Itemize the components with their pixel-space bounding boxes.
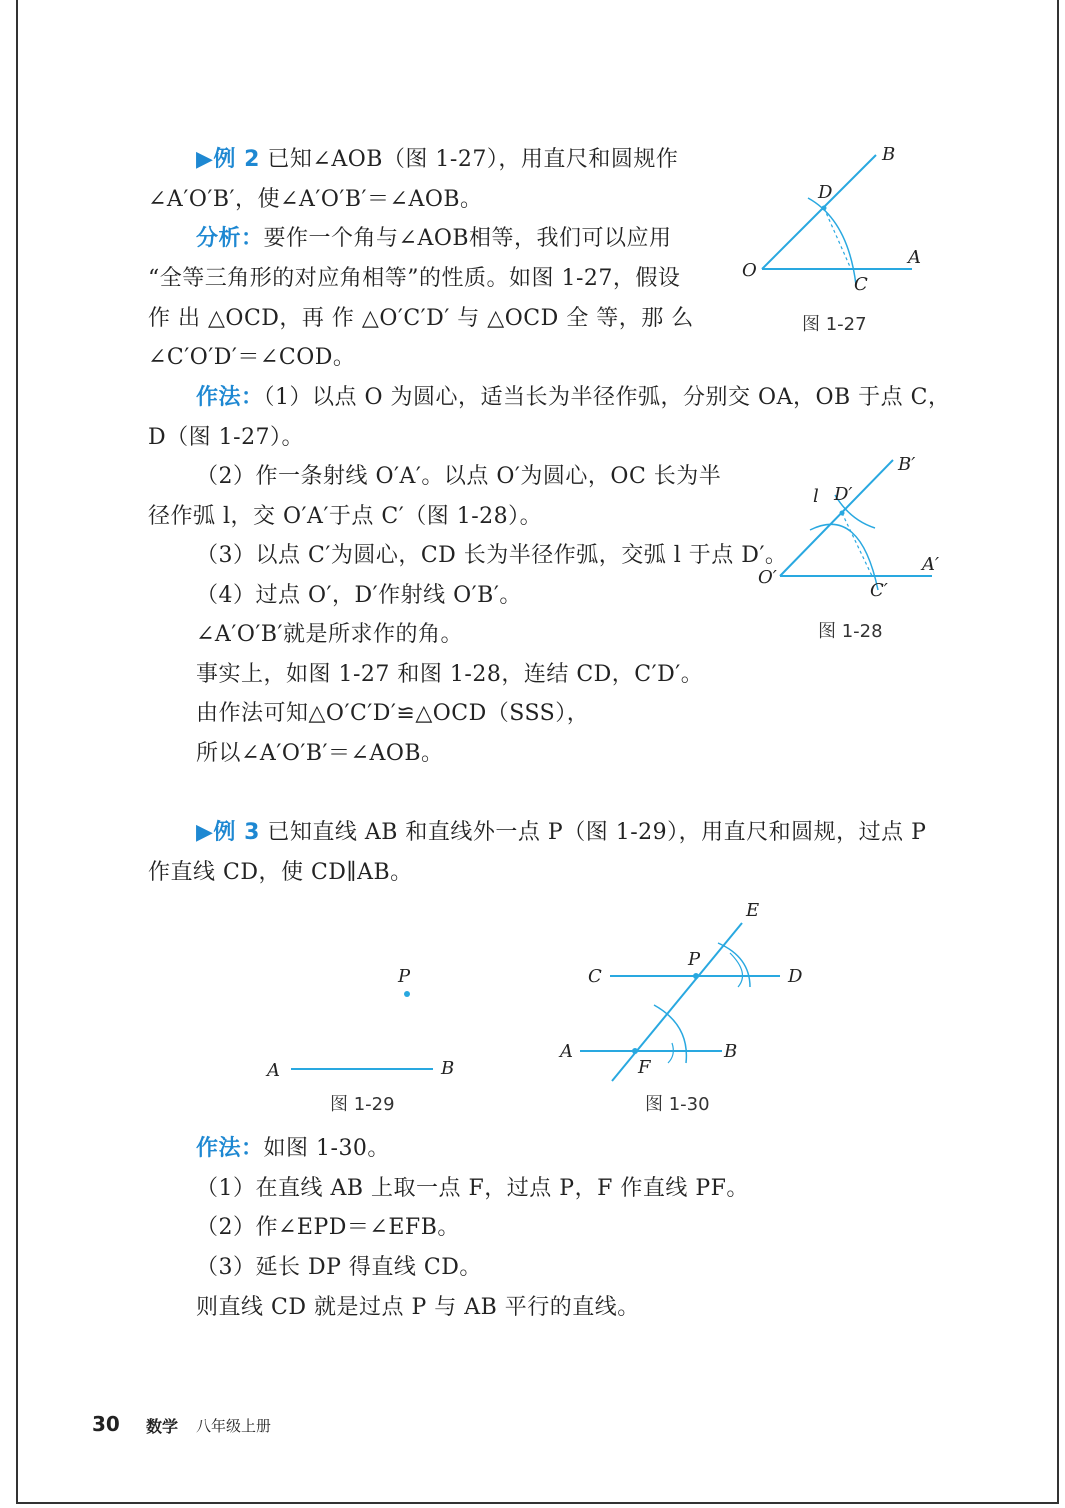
label-A: A (908, 247, 921, 268)
arc-at-P (718, 943, 750, 987)
example2-line-15: 所以∠A′O′B′＝∠AOB。 (196, 741, 444, 766)
example3-line-6: 则直线 CD 就是过点 P 与 AB 平行的直线。 (196, 1295, 640, 1320)
example2-line-5: ∠C′O′D′＝∠COD。 (148, 345, 356, 370)
example2-line-14: 由作法可知△O′C′D′≌△OCD（SSS）， (196, 701, 590, 726)
arc-at-F (654, 1005, 686, 1063)
label-O-prime: O′ (758, 567, 777, 588)
figure-1-30 (550, 895, 820, 1090)
example2-line-1: ∠A′O′B′，使∠A′O′B′＝∠AOB。 (148, 187, 483, 212)
caption-1-28: 图 1-28 (818, 621, 883, 642)
example2-line-0: ▶例 2 已知∠AOB（图 1-27），用直尺和圆规作 (196, 147, 679, 172)
label-C-prime: C′ (870, 580, 888, 601)
caption-1-29: 图 1-29 (330, 1094, 395, 1115)
label-D: D (788, 966, 803, 987)
label-B: B (441, 1058, 455, 1079)
label-A-prime: A′ (922, 554, 940, 575)
analysis-heading: 分析： (196, 226, 264, 251)
label-P: P (688, 949, 701, 970)
label-B-prime: B′ (898, 454, 916, 475)
segment-CD (824, 208, 851, 269)
example2-line-11: （4）过点 O′，D′作射线 O′B′。 (196, 583, 522, 608)
example3-line-5: （3）延长 DP 得直线 CD。 (196, 1255, 482, 1280)
label-l: l (813, 486, 819, 507)
ray-OB-prime (780, 460, 893, 576)
example3-heading: ▶例 3 (196, 820, 260, 845)
label-A: A (267, 1060, 280, 1081)
label-C: C (854, 274, 868, 295)
line-EF (612, 923, 742, 1081)
example2-line-8: （2）作一条射线 O′A′。以点 O′为圆心，OC 长为半 (196, 464, 722, 489)
point-D-prime (840, 511, 845, 516)
figure-1-29 (255, 960, 475, 1090)
label-P: P (398, 966, 411, 987)
segment-CD-prime (842, 513, 872, 576)
caption-1-30: 图 1-30 (645, 1094, 710, 1115)
subject-label: 数学 (146, 1417, 179, 1436)
example2-line-13: 事实上，如图 1-27 和图 1-28，连结 CD，C′D′。 (196, 662, 704, 687)
example2-heading: ▶例 2 (196, 147, 260, 172)
grade-label: 八年级上册 (196, 1417, 272, 1435)
example2-line-2: 分析：要作一个角与∠AOB相等，我们可以应用 (196, 226, 672, 251)
example2-line-10: （3）以点 C′为圆心，CD 长为半径作弧，交弧 l 于点 D′。 (196, 543, 788, 568)
label-F: F (638, 1057, 651, 1078)
example2-line-6: 作法：（1）以点 O 为圆心，适当长为半径作弧，分别交 OA，OB 于点 C， (196, 385, 951, 410)
point-P (693, 973, 699, 979)
label-A: A (560, 1041, 573, 1062)
example2-line-3: “全等三角形的对应角相等”的性质。如图 1-27，假设 (148, 266, 681, 291)
example2-line-12: ∠A′O′B′就是所求作的角。 (196, 622, 464, 647)
label-D: D (818, 182, 833, 203)
label-O: O (742, 260, 757, 281)
point-D (822, 206, 827, 211)
example2-line-4: 作 出 △OCD，再 作 △O′C′D′ 与 △OCD 全 等，那 么 (148, 306, 694, 331)
figure-1-28 (750, 450, 950, 610)
example3-line-0: ▶例 3 已知直线 AB 和直线外一点 P（图 1-29），用直尺和圆规，过点 P (196, 820, 927, 845)
example2-line-7: D（图 1-27）。 (148, 425, 305, 450)
point-P (404, 991, 410, 997)
method-heading: 作法： (196, 385, 264, 410)
ray-OB (762, 155, 876, 269)
example3-line-4: （2）作∠EPD＝∠EFB。 (196, 1215, 460, 1240)
caption-1-27: 图 1-27 (802, 314, 867, 335)
page-number: 30 (92, 1412, 120, 1436)
label-B: B (882, 144, 896, 165)
arc-mark-B (668, 1043, 673, 1063)
example3-line-1: 作直线 CD，使 CD∥AB。 (148, 860, 413, 885)
example2-line-9: 径作弧 l，交 O′A′于点 C′（图 1-28）。 (148, 504, 543, 529)
label-D-prime: D′ (834, 484, 853, 505)
example3-line-2: 作法：如图 1-30。 (196, 1136, 390, 1161)
label-E: E (746, 900, 760, 921)
example3-line-3: （1）在直线 AB 上取一点 F，过点 P，F 作直线 PF。 (196, 1176, 749, 1201)
label-C: C (588, 966, 602, 987)
arc-CD (808, 198, 856, 285)
point-F (632, 1048, 638, 1054)
label-B: B (724, 1041, 738, 1062)
method-heading-3: 作法： (196, 1136, 264, 1161)
